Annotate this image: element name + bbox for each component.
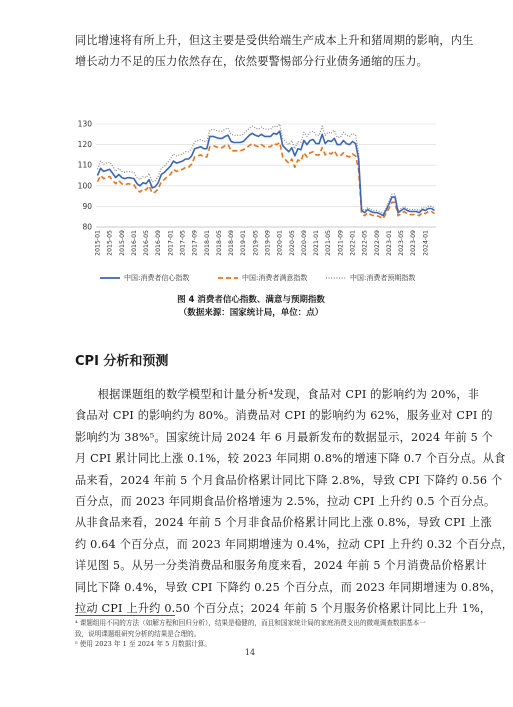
- section-heading: CPI 分析和预测: [75, 354, 169, 369]
- footnote-4: ⁴ 课题组用不同的方法（如解方程和回归分析），结果是稳健的，而且和国家统计局的家庭消费支出的微观调查数据基本一致，说明课题组研究分析的结果是合理的。: [75, 619, 426, 638]
- text-line: 百分点，而 2023 年同期食品价格增速为 2.5%，拉动 CPI 上升约 0.5 个百分点。: [75, 495, 496, 509]
- page-number: 14: [244, 648, 256, 657]
- legend-item: [218, 273, 307, 283]
- intro-paragraph: [75, 30, 474, 73]
- x-tick-label: 2020-09: [300, 230, 308, 256]
- footnote-5: ⁵ 使用 2023 年 1 至 2024 年 5 月数据计算。: [75, 640, 211, 648]
- x-tick-label: 2023-01: [385, 230, 393, 256]
- series-line: [98, 124, 435, 214]
- x-tick-label: 2022-01: [349, 230, 357, 256]
- x-tick-label: 2017-09: [191, 230, 199, 256]
- x-tick-label: 2023-05: [398, 230, 406, 256]
- x-tick-label: 2016-09: [155, 230, 163, 256]
- y-tick-label: 130: [77, 119, 92, 129]
- text-line: 拉动 CPI 上升约 0.50 个百分点；2024 年前 5 个月服务价格累计同比上升 1%，: [75, 602, 492, 616]
- x-tick-label: 2019-05: [252, 230, 260, 256]
- x-tick-label: 2016-01: [130, 230, 138, 256]
- text-line: 约 0.64 个百分点，而 2023 年同期增速为 0.4%，拉动 CPI 上升约 0.32 个百分点，: [75, 537, 513, 551]
- legend-label: 中国:消费者预期指数: [350, 274, 416, 282]
- x-tick-label: 2023-09: [410, 230, 418, 256]
- text-line: 从非食品来看，2024 年前 5 个月非食品价格累计同比上涨 0.8%，导致 CPI 上涨: [75, 516, 492, 530]
- x-tick-label: 2020-05: [288, 230, 296, 256]
- text-line: 同比下降 0.4%，导致 CPI 下降约 0.25 个百分点，而 2023 年同期增速为 0.8%，: [75, 580, 502, 594]
- x-tick-label: 2015-01: [94, 230, 102, 256]
- x-tick-label: 2019-01: [240, 230, 248, 256]
- legend-item: [100, 273, 189, 283]
- x-tick-label: 2016-05: [143, 230, 151, 256]
- x-tick-label: 2021-09: [337, 230, 345, 256]
- body-paragraph: [75, 384, 513, 619]
- x-tick-label: 2021-05: [325, 230, 333, 256]
- x-tick-label: 2019-09: [264, 230, 272, 256]
- text-line: 根据课题组的数学模型和计量分析⁴发现，食品对 CPI 的影响约为 20%，非: [75, 388, 480, 401]
- legend-swatch: [218, 275, 238, 281]
- footnote-divider: [75, 615, 175, 616]
- text-line: 品来看，2024 年前 5 个月食品价格累计同比下降 2.8%，导致 CPI 下降约 0.56 个: [75, 473, 503, 487]
- text-line: 详见图 5。从另一分类消费品和服务角度来看，2024 年前 5 个月消费品价格累计: [75, 559, 487, 573]
- text-line: 同比增速将有所上升，但这主要是受供给端生产成本上升和猪周期的影响，内生: [75, 34, 474, 47]
- consumer-confidence-chart: [70, 118, 440, 286]
- x-tick-label: 2022-05: [361, 230, 369, 256]
- text-line: 月 CPI 累计同比上涨 0.1%，较 2023 年同期 0.8%的增速下降 0.7 个百分点。从食: [75, 452, 506, 466]
- x-tick-label: 2015-05: [106, 230, 114, 256]
- x-tick-label: 2020-01: [276, 230, 284, 256]
- x-tick-label: 2021-01: [313, 230, 321, 256]
- x-tick-label: 2024-01: [422, 230, 430, 256]
- x-tick-label: 2015-09: [118, 230, 126, 256]
- x-tick-label: 2022-09: [373, 230, 381, 256]
- x-tick-label: 2018-05: [215, 230, 223, 256]
- figure-caption: 图 4 消费者信心指数、满意与预期指数: [177, 295, 325, 305]
- legend-label: 中国:消费者满意指数: [242, 274, 308, 282]
- x-tick-label: 2018-09: [228, 230, 236, 256]
- chart-svg: [70, 118, 440, 286]
- series-line: [98, 131, 435, 216]
- chart-legend: [100, 273, 430, 287]
- x-tick-label: 2018-01: [203, 230, 211, 256]
- legend-label: 中国:消费者信心指数: [124, 274, 190, 282]
- legend-swatch: [100, 275, 120, 281]
- text-line: 食品对 CPI 的影响约为 80%。消费品对 CPI 的影响约为 62%，服务业对 CPI 的: [75, 409, 493, 423]
- y-tick-label: 80: [82, 222, 92, 232]
- legend-swatch: [326, 275, 346, 281]
- y-tick-label: 110: [77, 160, 92, 170]
- text-line: 影响约为 38%⁵。国家统计局 2024 年 6 月最新发布的数据显示，2024 年前 5 个: [75, 430, 494, 444]
- x-tick-label: 2017-01: [167, 230, 175, 256]
- y-tick-label: 120: [77, 140, 92, 150]
- figure-source: （数据来源：国家统计局，单位：点）: [178, 308, 324, 318]
- y-tick-label: 100: [77, 181, 92, 191]
- x-tick-label: 2017-05: [179, 230, 187, 256]
- y-tick-label: 90: [82, 201, 92, 211]
- text-line: 增长动力不足的压力依然存在，依然要警惕部分行业债务通缩的压力。: [75, 55, 429, 69]
- legend-item: [326, 273, 415, 283]
